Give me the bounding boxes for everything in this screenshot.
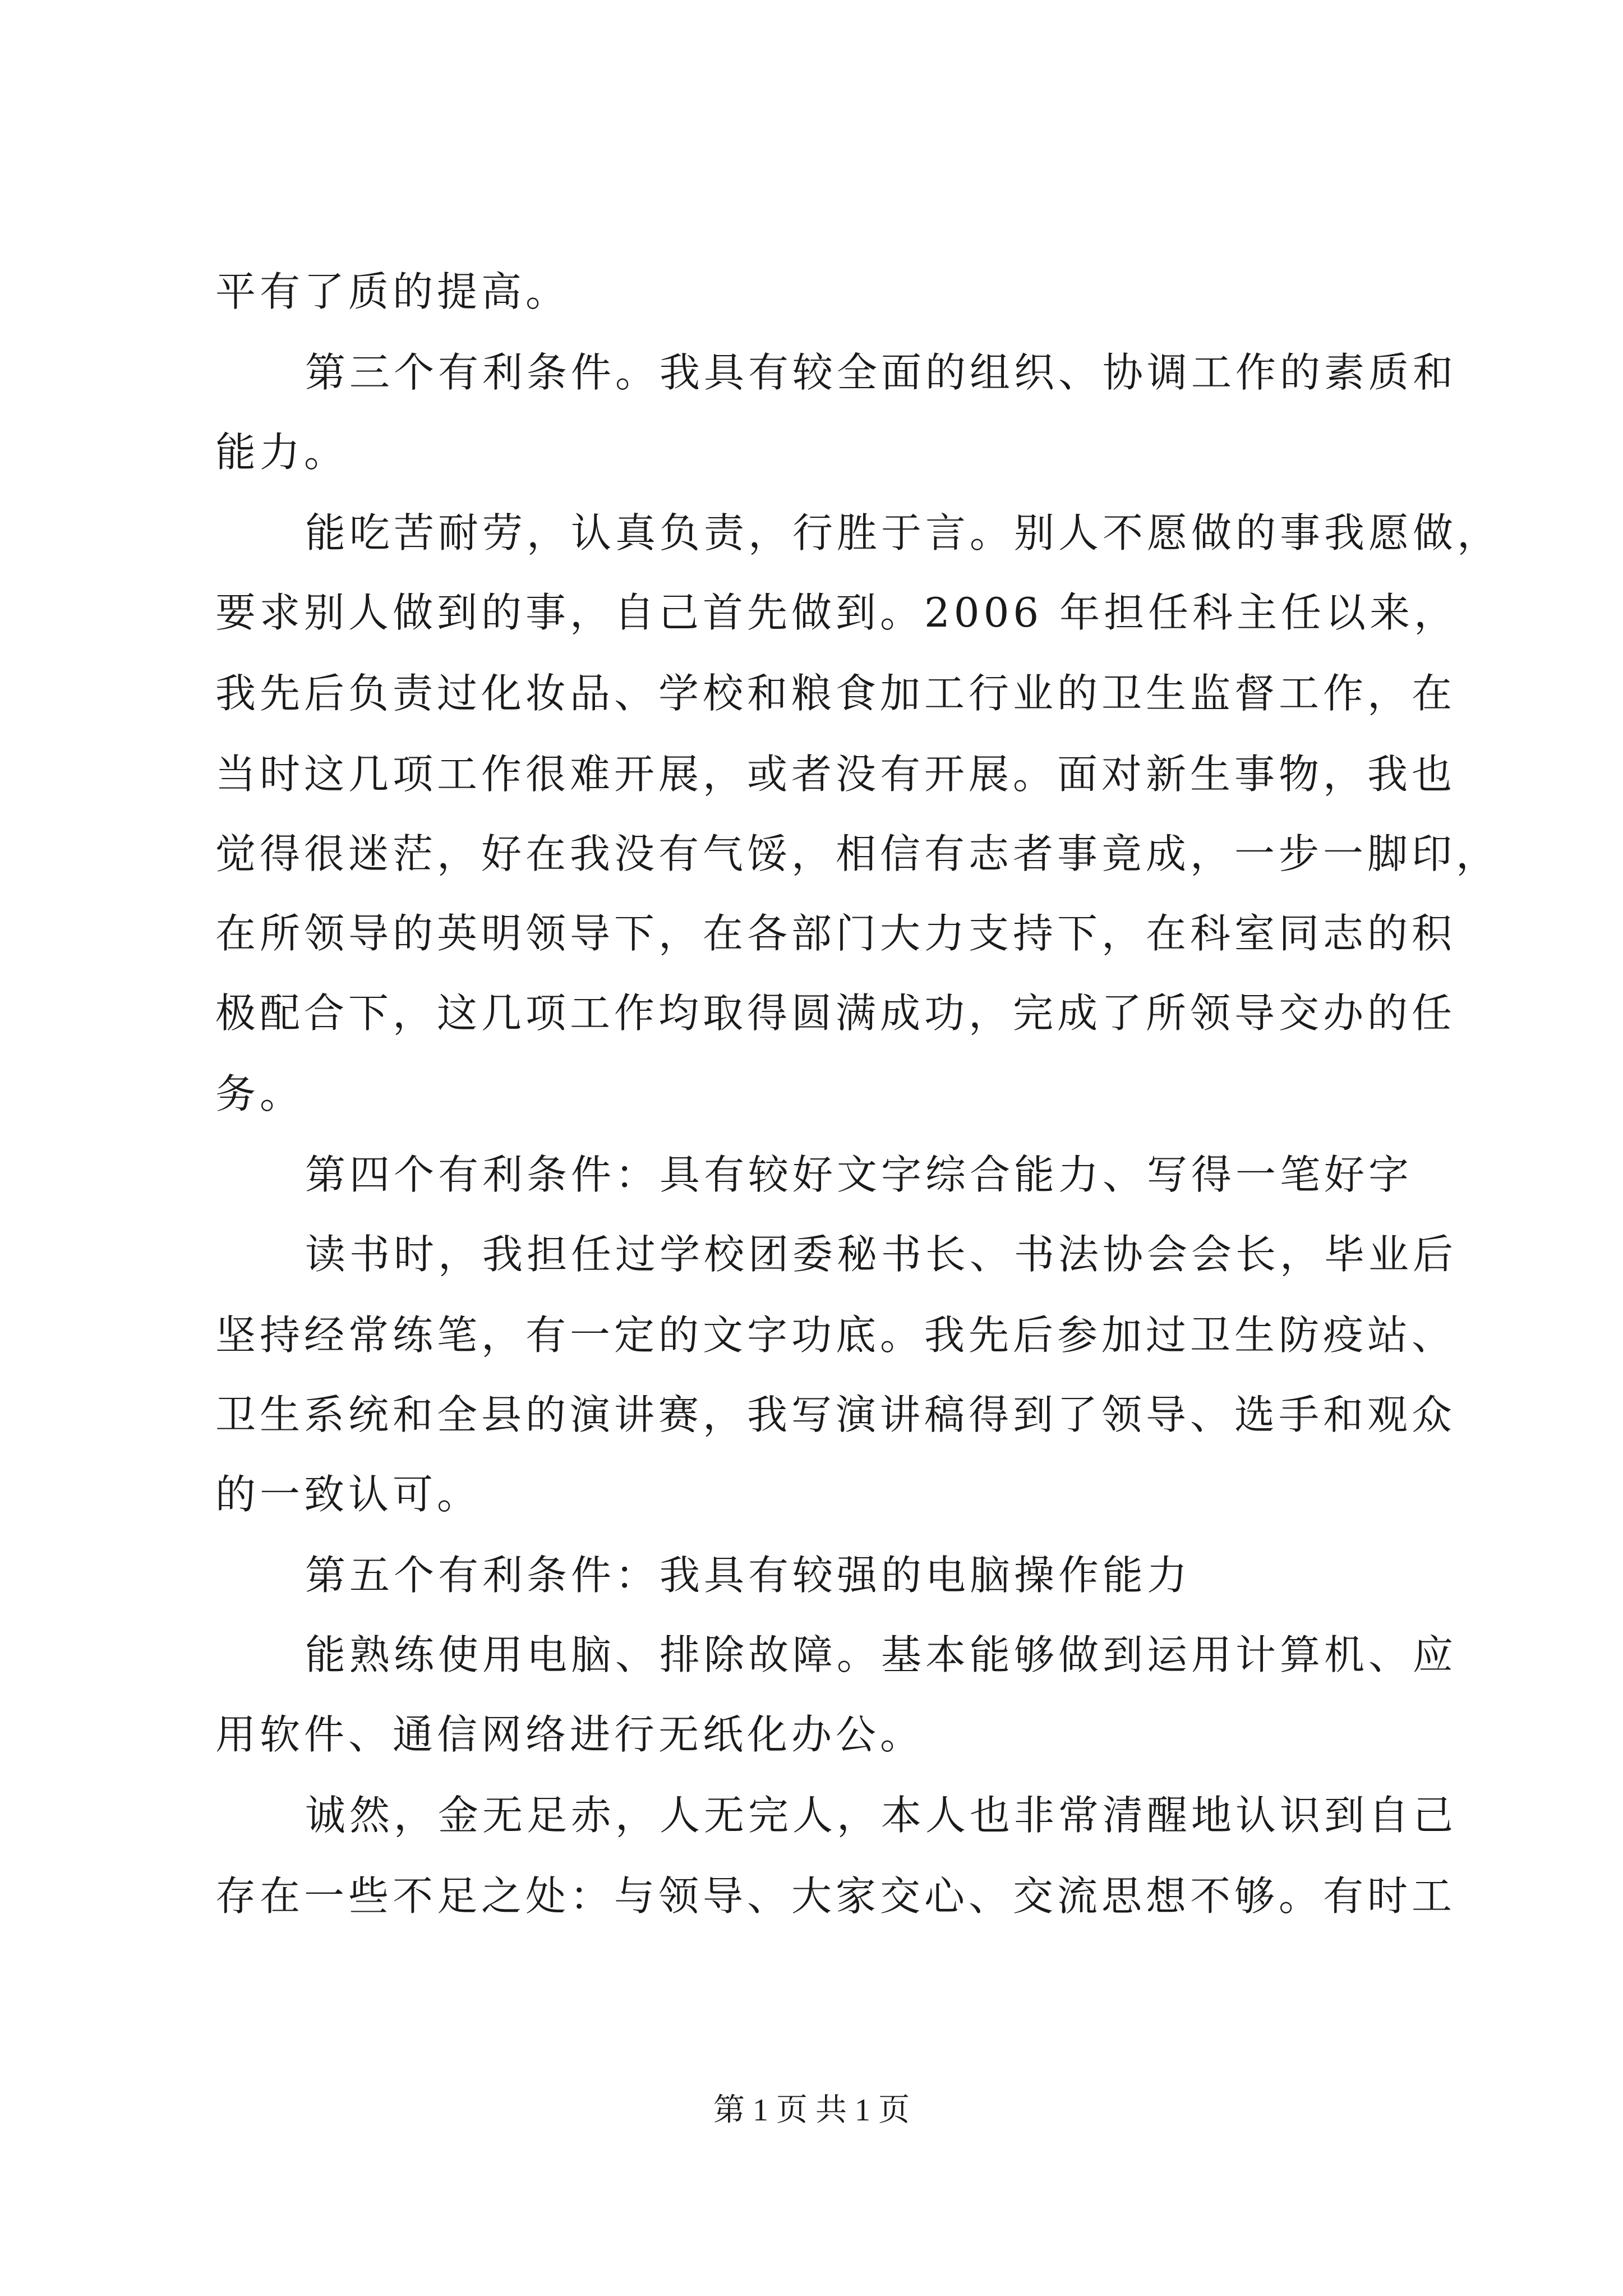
text-line: 第五个有利条件：我具有较强的电脑操作能力 — [305, 1552, 1192, 1599]
text-line: 能力。 — [215, 429, 349, 476]
text-line: 觉得很迷茫，好在我没有气馁，相信有志者事竟成，一步一脚印， — [215, 830, 1501, 877]
text-line: 极配合下，这几项工作均取得圆满成功，完成了所领导交办的任 — [215, 990, 1456, 1037]
text-line: 务。 — [215, 1070, 305, 1117]
text-line: 诚然，金无足赤，人无完人，本人也非常清醒地认识到自己 — [305, 1792, 1458, 1839]
text-line: 能吃苦耐劳，认真负责，行胜于言。别人不愿做的事我愿做， — [305, 509, 1502, 556]
text-line: 存在一些不足之处：与领导、大家交心、交流思想不够。有时工 — [215, 1872, 1456, 1920]
text-line: 平有了质的提高。 — [215, 268, 570, 315]
text-line: 坚持经常练笔，有一定的文字功底。我先后参加过卫生防疫站、 — [215, 1312, 1456, 1359]
text-line: 当时这几项工作很难开展，或者没有开展。面对新生事物，我也 — [215, 751, 1456, 798]
text-line: 的一致认可。 — [215, 1471, 482, 1518]
text-line: 第三个有利条件。我具有较全面的组织、协调工作的素质和 — [305, 349, 1458, 396]
text-line: 在所领导的英明领导下，在各部门大力支持下，在科室同志的积 — [215, 910, 1456, 957]
page-footer: 第 1 页 共 1 页 — [713, 2093, 910, 2128]
text-line: 我先后负责过化妆品、学校和粮食加工行业的卫生监督工作，在 — [215, 670, 1456, 717]
text-line: 卫生系统和全县的演讲赛，我写演讲稿得到了领导、选手和观众 — [215, 1391, 1456, 1438]
text-line: 读书时，我担任过学校团委秘书长、书法协会会长，毕业后 — [305, 1231, 1458, 1278]
text-line: 用软件、通信网络进行无纸化办公。 — [215, 1711, 925, 1758]
text-line: 能熟练使用电脑、排除故障。基本能够做到运用计算机、应 — [305, 1631, 1458, 1678]
text-line: 第四个有利条件：具有较好文字综合能力、写得一笔好字 — [305, 1151, 1413, 1198]
text-line: 要求别人做到的事，自己首先做到。2006 年担任科主任以来， — [215, 589, 1459, 636]
